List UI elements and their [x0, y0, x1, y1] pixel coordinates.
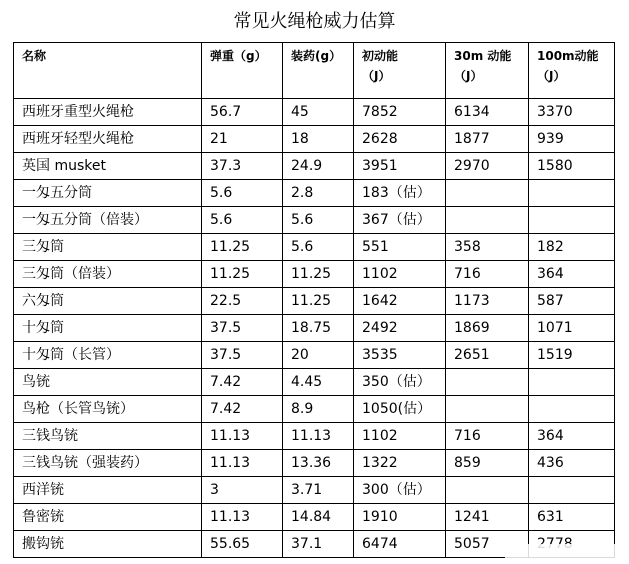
cell-muzzle-energy: 1322: [354, 450, 446, 477]
cell-powder-charge: 11.25: [283, 288, 354, 315]
cell-name: 英国 musket: [14, 153, 202, 180]
cell-name: 鲁密铳: [14, 504, 202, 531]
cell-powder-charge: 18: [283, 126, 354, 153]
cell-powder-charge: 14.84: [283, 504, 354, 531]
firearm-power-table: [13, 42, 615, 558]
cell-powder-charge: 24.9: [283, 153, 354, 180]
cell-powder-charge: 3.71: [283, 477, 354, 504]
header-energy-30m: 30m 动能 （J）: [446, 43, 529, 99]
cell-energy-30m: 1869: [446, 315, 529, 342]
cell-powder-charge: 11.25: [283, 261, 354, 288]
cell-energy-30m: 1241: [446, 504, 529, 531]
table-row: [14, 207, 615, 234]
cell-bullet-weight: 22.5: [202, 288, 283, 315]
cell-name: 六匁筒: [14, 288, 202, 315]
cell-energy-30m: [446, 369, 529, 396]
cell-name: 三钱鸟铳: [14, 423, 202, 450]
table-row: [14, 261, 615, 288]
cell-energy-100m: 3370: [529, 99, 615, 126]
cell-muzzle-energy: 1050(估）: [354, 396, 446, 423]
table-row: [14, 423, 615, 450]
cell-name: 鸟枪（长管鸟铳）: [14, 396, 202, 423]
cell-name: 十匁筒（长管）: [14, 342, 202, 369]
header-bullet-weight: 弹重（g）: [202, 43, 283, 99]
cell-bullet-weight: 11.13: [202, 450, 283, 477]
cell-powder-charge: 13.36: [283, 450, 354, 477]
cell-bullet-weight: 56.7: [202, 99, 283, 126]
cell-energy-100m: 436: [529, 450, 615, 477]
cell-bullet-weight: 7.42: [202, 396, 283, 423]
table-header: [14, 43, 615, 99]
cell-energy-100m: 182: [529, 234, 615, 261]
cell-muzzle-energy: 3535: [354, 342, 446, 369]
cell-powder-charge: 2.8: [283, 180, 354, 207]
header-muzzle-energy: 初动能 （J）: [354, 43, 446, 99]
table-row: [14, 477, 615, 504]
cell-energy-30m: 5057: [446, 531, 529, 558]
table-row: [14, 99, 615, 126]
cell-energy-30m: [446, 180, 529, 207]
table-row: [14, 153, 615, 180]
table-row: [14, 396, 615, 423]
cell-energy-100m: 1580: [529, 153, 615, 180]
cell-bullet-weight: 11.13: [202, 423, 283, 450]
cell-bullet-weight: 5.6: [202, 180, 283, 207]
header-name: 名称: [14, 43, 202, 99]
cell-bullet-weight: 11.25: [202, 261, 283, 288]
cell-muzzle-energy: 2492: [354, 315, 446, 342]
cell-name: 三匁筒（倍装）: [14, 261, 202, 288]
cell-energy-100m: 939: [529, 126, 615, 153]
cell-powder-charge: 20: [283, 342, 354, 369]
cell-energy-100m: [529, 396, 615, 423]
cell-muzzle-energy: 551: [354, 234, 446, 261]
cell-muzzle-energy: 7852: [354, 99, 446, 126]
table-body: [14, 99, 615, 558]
cell-energy-100m: 364: [529, 423, 615, 450]
cell-powder-charge: 5.6: [283, 207, 354, 234]
cell-powder-charge: 11.13: [283, 423, 354, 450]
cell-powder-charge: 45: [283, 99, 354, 126]
table-row: [14, 342, 615, 369]
cell-muzzle-energy: 6474: [354, 531, 446, 558]
cell-energy-30m: 2970: [446, 153, 529, 180]
cell-name: 三钱鸟铳（强装药）: [14, 450, 202, 477]
cell-energy-100m: [529, 369, 615, 396]
cell-energy-30m: [446, 207, 529, 234]
header-powder-charge: 装药(g）: [283, 43, 354, 99]
cell-energy-30m: [446, 477, 529, 504]
cell-bullet-weight: 5.6: [202, 207, 283, 234]
cell-muzzle-energy: 300（估）: [354, 477, 446, 504]
cell-muzzle-energy: 1910: [354, 504, 446, 531]
cell-muzzle-energy: 183（估）: [354, 180, 446, 207]
cell-muzzle-energy: 350（估）: [354, 369, 446, 396]
table-row: [14, 369, 615, 396]
cell-muzzle-energy: 1102: [354, 423, 446, 450]
cell-energy-100m: [529, 180, 615, 207]
cell-bullet-weight: 11.13: [202, 504, 283, 531]
table-row: [14, 234, 615, 261]
header-row: [14, 43, 615, 99]
cell-energy-100m: 364: [529, 261, 615, 288]
cell-powder-charge: 18.75: [283, 315, 354, 342]
cell-energy-100m: 1519: [529, 342, 615, 369]
cell-energy-30m: 1877: [446, 126, 529, 153]
table-row: [14, 288, 615, 315]
cell-energy-100m: 631: [529, 504, 615, 531]
cell-muzzle-energy: 3951: [354, 153, 446, 180]
cell-bullet-weight: 11.25: [202, 234, 283, 261]
cell-bullet-weight: 7.42: [202, 369, 283, 396]
cell-energy-100m: 1071: [529, 315, 615, 342]
cell-muzzle-energy: 2628: [354, 126, 446, 153]
cell-name: 一匁五分筒（倍装）: [14, 207, 202, 234]
table-title: 常见火绳枪威力估算: [233, 11, 396, 32]
cell-energy-100m: 587: [529, 288, 615, 315]
cell-powder-charge: 37.1: [283, 531, 354, 558]
cell-powder-charge: 5.6: [283, 234, 354, 261]
cell-name: 西班牙重型火绳枪: [14, 99, 202, 126]
cell-energy-30m: 716: [446, 423, 529, 450]
cell-energy-100m: [529, 477, 615, 504]
cell-bullet-weight: 3: [202, 477, 283, 504]
cell-muzzle-energy: 1102: [354, 261, 446, 288]
cell-energy-30m: 358: [446, 234, 529, 261]
cell-name: 西班牙轻型火绳枪: [14, 126, 202, 153]
cell-energy-100m: [529, 207, 615, 234]
cell-energy-30m: 1173: [446, 288, 529, 315]
cell-energy-30m: 6134: [446, 99, 529, 126]
cell-energy-30m: 859: [446, 450, 529, 477]
cell-muzzle-energy: 1642: [354, 288, 446, 315]
cell-name: 鸟铳: [14, 369, 202, 396]
cell-bullet-weight: 37.5: [202, 315, 283, 342]
cell-name: 三匁筒: [14, 234, 202, 261]
watermark-overlay: [505, 544, 623, 560]
cell-bullet-weight: 37.3: [202, 153, 283, 180]
cell-bullet-weight: 21: [202, 126, 283, 153]
header-energy-100m: 100m动能 （J）: [529, 43, 615, 99]
cell-muzzle-energy: 367（估）: [354, 207, 446, 234]
cell-powder-charge: 8.9: [283, 396, 354, 423]
table-row: [14, 450, 615, 477]
cell-name: 西洋铳: [14, 477, 202, 504]
cell-bullet-weight: 55.65: [202, 531, 283, 558]
cell-name: 搬钩铳: [14, 531, 202, 558]
table-row: [14, 180, 615, 207]
cell-bullet-weight: 37.5: [202, 342, 283, 369]
cell-powder-charge: 4.45: [283, 369, 354, 396]
cell-energy-30m: 716: [446, 261, 529, 288]
table-row: [14, 315, 615, 342]
cell-name: 十匁筒: [14, 315, 202, 342]
cell-name: 一匁五分筒: [14, 180, 202, 207]
cell-energy-30m: 2651: [446, 342, 529, 369]
table-row: [14, 504, 615, 531]
cell-energy-30m: [446, 396, 529, 423]
table-row: [14, 126, 615, 153]
